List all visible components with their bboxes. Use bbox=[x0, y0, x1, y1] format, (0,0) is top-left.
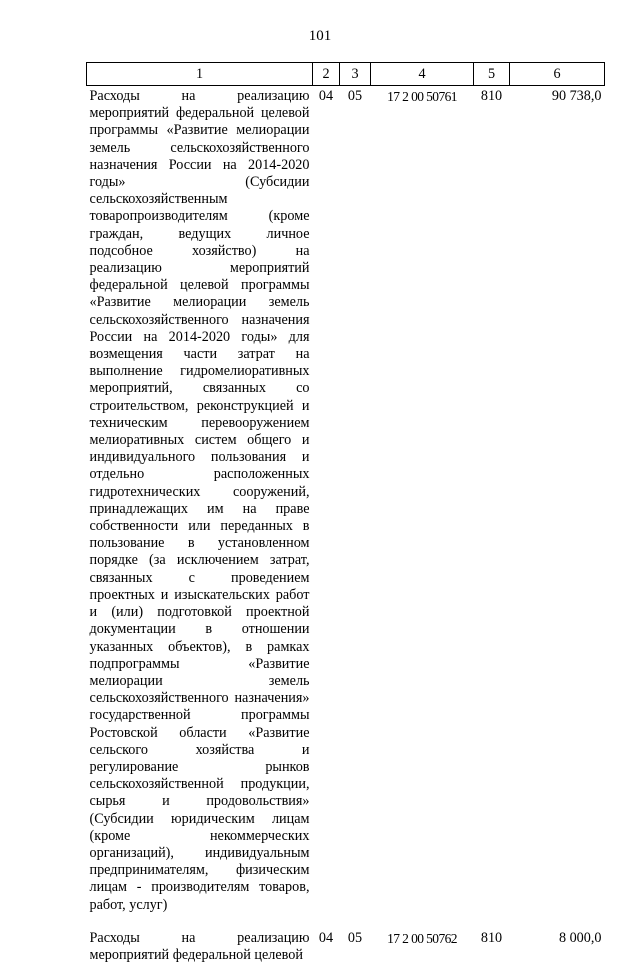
budget-table bbox=[86, 62, 605, 964]
row-section-code: 04 bbox=[318, 88, 334, 104]
column-header-3: 3 bbox=[340, 63, 371, 86]
row-expense-type-code: 810 bbox=[480, 88, 503, 104]
table-row bbox=[87, 86, 605, 928]
row-description bbox=[87, 928, 313, 964]
row-target-article-code: 17 2 00 50761 bbox=[387, 89, 457, 104]
column-header-6: 6 bbox=[510, 63, 605, 86]
page-number: 101 bbox=[308, 28, 332, 44]
column-header-1: 1 bbox=[87, 63, 313, 86]
table-row bbox=[87, 928, 605, 964]
column-header-5: 5 bbox=[474, 63, 510, 86]
row-expense-type-code: 810 bbox=[480, 929, 503, 946]
table-header-row bbox=[87, 63, 605, 86]
row-amount: 90 738,0 bbox=[551, 88, 602, 104]
row-amount: 8 000,0 bbox=[558, 929, 602, 946]
row-description: Расходы на реализацию мероприятий федеральной целевой программы «Развитие мелиорации земель сельскохозяйственного назначения России на 2014-2020 годы» (Субсидии сельскохозяйственным товаропроизводителям (кроме граждан, ведущих личное подсобное хозяйство) на реализацию мероприятий федеральной целевой программы «Развитие мелиорации земель сельскохозяйственного назначения России на 2014-2020 годы» для возмещения части затрат на выполнение гидромелиоративных мероприятий, связанных со строительством, реконструкцией и техническим перевооружением мелиоративных систем общего и индивидуального пользования и отдельно расположенных гидротехнических сооружений, принадлежащих им на праве собственности или переданных в пользование в установленном порядке (за исключением затрат, связанных с проведением проектных и изыскательских работ и (или) подготовкой проектной документации в отношении указанных объектов), в рамках подпрограммы «Развитие мелиорации земель сельскохозяйственного назначения» государственной программы Ростовской области «Развитие сельского хозяйства и регулирование рынков сельскохозяйственной продукции, сырья и продовольствия» (Субсидии юридическим лицам (кроме некоммерческих организаций), индивидуальным предпринимателям, физическим лицам - производителям товаров, работ, услуг) bbox=[89, 88, 310, 913]
row-description-text: Расходы на реализацию мероприятий федеральной целевой bbox=[89, 929, 310, 963]
column-header-2: 2 bbox=[313, 63, 340, 86]
row-target-article-code: 17 2 00 50762 bbox=[387, 930, 457, 946]
column-header-4: 4 bbox=[371, 63, 474, 86]
row-subsection-code: 05 bbox=[347, 929, 363, 946]
row-section-code: 04 bbox=[318, 929, 334, 946]
row-subsection-code: 05 bbox=[347, 88, 363, 104]
